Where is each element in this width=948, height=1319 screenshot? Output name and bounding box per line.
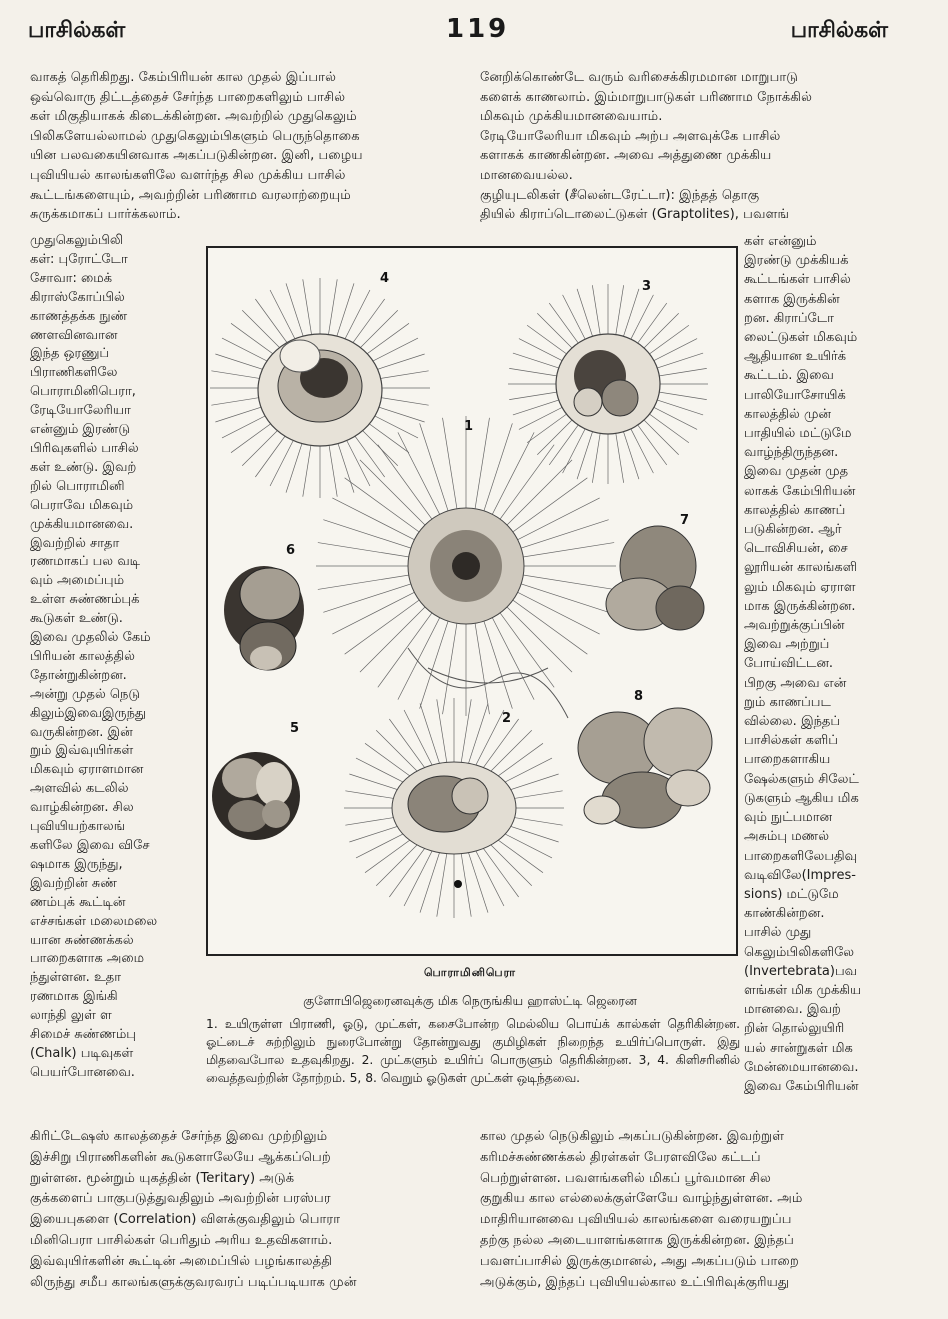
specimen-8-shell [578, 708, 712, 828]
text-line: தியில் கிராப்டொலைட்டுகள் (Graptolites), பவளங் [480, 207, 790, 223]
specimen-7-shell [606, 526, 704, 630]
figure-label-4: 4 [380, 271, 390, 286]
figure-label-3: 3 [642, 279, 652, 294]
text-line: லைட்டுகள் மிகவும் [744, 330, 858, 346]
text-line: பாசில்கள் களிப் [744, 733, 838, 749]
text-line: யல் சான்றுகள் மிக [744, 1040, 853, 1056]
text-line: சுருக்கமாகப் பார்க்கலாம். [30, 207, 181, 223]
specimen-4-shell [258, 334, 382, 446]
text-line: மானவை. இவற் [744, 1002, 841, 1018]
text-line: இவை அற்றுப் [744, 637, 830, 653]
text-line: இரண்டு முக்கியக் [744, 253, 849, 269]
text-line: முக்கியமானவை. [30, 516, 134, 532]
specimen-1-radial [408, 508, 568, 718]
text-block-bottom-left [30, 1127, 462, 1293]
text-line: றின் தொல்லுயிரி [744, 1021, 845, 1037]
text-line: பிரிவுகளில் பாசில் [30, 440, 139, 456]
running-head-right: பாசில்கள் [790, 18, 888, 43]
left-narrow-column [30, 232, 198, 1083]
text-line: லூரியன் காலங்களி [744, 560, 858, 576]
text-line: றன. கிராப்டோ [744, 310, 834, 326]
text-line: பவளப்பாசில் இருக்குமானல், அது அகப்படும் பாறை [480, 1253, 799, 1269]
text-line: பிராணிகளிலே [30, 365, 118, 381]
text-line: லாகக் கேம்பிரியன் [744, 483, 856, 499]
text-line: கால முதல் நெடுகிலும் அகப்படுகின்றன. இவற்றுள் [480, 1129, 785, 1144]
text-line: பாசில் முது [744, 925, 812, 941]
text-line: ரேடியோலேரியா மிகவும் அற்ப அளவுக்கே பாசில் [480, 128, 781, 144]
text-line: புவியியற்காலங் [30, 819, 126, 835]
text-line: கூடுகள் உண்டு. [30, 611, 123, 627]
text-line: றுள்ளன. மூன்றும் யுகத்தின் (Teritary) அடுக் [30, 1170, 295, 1186]
text-line: களாக இருக்கின் [744, 291, 840, 307]
text-line: களாகக் காணகின்றன. அவை அத்துணை முக்கிய [480, 148, 772, 164]
text-line: கள் மிகுதியாகக் கிடைக்கின்றன. அவற்றில் முதுகெலும் [30, 109, 357, 125]
text-line: வருகின்றன. இன் [30, 724, 133, 740]
text-line: மாக இருக்கின்றன. [744, 598, 856, 614]
figure-label-5: 5 [290, 721, 300, 736]
text-line: மேன்மையானவை. [744, 1059, 859, 1075]
text-line: இவை கேம்பிரியன் [744, 1078, 859, 1094]
text-line: இவை முதன் முத [744, 464, 849, 480]
figure-label-8: 8 [634, 689, 644, 704]
text-line: ந்துள்ளன. உதா [30, 970, 121, 986]
text-line: இவற்றின் சுண் [30, 875, 117, 891]
text-line: என்னும் இரண்டு [30, 422, 130, 438]
text-line: தோன்றுகின்றன. [30, 667, 127, 683]
text-line: எச்சங்கள் மலைமலை [30, 913, 158, 929]
text-block-top-right [480, 68, 894, 225]
text-block-top-left [30, 68, 462, 225]
text-line: பிறகு அவை என் [744, 675, 847, 691]
page-number: 119 [446, 14, 510, 44]
text-line: கள்: புரோட்டோ [30, 251, 128, 267]
foraminifera-plate [206, 246, 738, 956]
specimen-3-shell [556, 334, 660, 434]
text-line: யான சுண்ணக்கல் [30, 932, 134, 948]
text-line: கூட்டம். இவை [744, 368, 834, 384]
specimen-5-shell [212, 752, 300, 840]
text-line: பாறைகளாக அமை [30, 951, 145, 967]
text-block-bottom-right [480, 1127, 894, 1293]
text-line: ஷேல்களும் சிலேட் [744, 771, 859, 787]
text-line: ளங்கள் மிக முக்கிய [744, 982, 862, 998]
text-line: லாந்தி லுள் ள [30, 1008, 112, 1024]
text-line: பாறைகளாகிய [744, 752, 831, 768]
figure-caption-body: 1. உயிருள்ள பிராணி, ஓடு, முட்கள், கசைபோன்ற மெல்லிய பொய்க் கால்கள் தெரிகின்றன. ஓட்டைச் சுற்றிலும் நுரைபோன்று தோன்றுவது குமிழிகள் நிறைந்த உயிர்ப்பொருள். இது மிதவைபோல உதவுகிறது. 2. முட்களும் உயிர்ப் பொருளும் தெரிகின்றன. 3, 4. கிளிசரினில் வைத்தவற்றின் தோற்றம். 5, 8. வெறும் ஓடுகள் முட்கள் ஒடிந்தவை. [206, 1017, 740, 1085]
figure-label-6: 6 [286, 543, 296, 558]
text-line: லும் மிகவும் ஏராள [744, 579, 856, 595]
text-line: கிலும்இவைஇருந்து [30, 705, 147, 721]
text-line: வாழ்ந்திருந்தன. [744, 445, 839, 461]
text-line: அன்று முதல் நெடு [30, 686, 140, 702]
text-line: ஆதியான உயிர்க் [744, 349, 847, 365]
figure-label-2: 2 [502, 711, 512, 726]
right-narrow-column [744, 232, 894, 1096]
text-line: முதுகெலும்பிலி [30, 233, 124, 248]
text-line: sions) மட்டுமே [744, 886, 839, 902]
text-line: காண்கின்றன. [744, 906, 825, 922]
text-line: குழியுடலிகள் (சீலென்டரேட்டா): இந்தத் தொகு [480, 187, 760, 203]
text-line: பிரியன் காலத்தில் [30, 648, 135, 664]
text-line: வும் அமைப்பும் [30, 573, 125, 589]
text-line: அசும்பு மணல் [744, 829, 829, 845]
text-line: இயைபுகளை (Correlation) விளக்குவதிலும் பொரா [30, 1212, 341, 1228]
text-line: லிருந்து சமீப காலங்களுக்குவரவரப் படிப்படியாக முன் [30, 1274, 357, 1290]
text-line: ஒவ்வொரு திட்டத்தைச் சேர்ந்த பாறைகளிலும் பாசில் [30, 89, 346, 105]
text-line: மினிபெரா பாசில்கள் பெரிதும் அரிய உதவிகளாம். [30, 1232, 333, 1248]
text-line: இவ்வுயிர்களின் கூட்டின் அமைப்பில் பழங்காலத்தி [30, 1253, 333, 1269]
text-line: பாறைகளிலேபதிவு [744, 848, 858, 864]
text-line: பிலிகளேயல்லாமல் முதுகெலும்பிகளும் பெருந்தொகை [30, 128, 360, 144]
text-line: னேறிக்கொண்டே வரும் வரிசைக்கிரமமான மாறுபாடு [480, 70, 799, 85]
text-line: கள் என்னும் [744, 234, 817, 249]
text-line: உள்ள சுண்ணம்புக் [30, 592, 140, 608]
text-line: பெயர்போனவை. [30, 1064, 135, 1080]
text-line: றும் காணப்பட [744, 694, 831, 710]
text-line: கிராஸ்கோப்பில் [30, 289, 125, 305]
text-line: றும் இவ்வுயிர்கள் [30, 743, 134, 759]
text-line: காலத்தில் முன் [744, 406, 831, 422]
text-line: கிரிட்டேஷஸ் காலத்தைச் சேர்ந்த இவை முற்றிலும் [30, 1129, 328, 1144]
figure-caption-title: பொராமினிபெரா [423, 966, 517, 979]
text-line: களிலே இவை விசே [30, 838, 150, 853]
text-line: இச்சிறு பிராணிகளின் கூடுகளாலேயே ஆக்கப்பெற் [30, 1149, 331, 1165]
text-line: போய்விட்டன. [744, 656, 834, 672]
text-line: வடிவிலே(Impres- [744, 867, 856, 883]
text-line: கள் உண்டு. இவற் [30, 459, 137, 475]
text-line: மிகவும் முக்கியமானவையாம். [480, 109, 663, 125]
text-line: பெற்றுள்ளன. பவளங்களில் மிகப் பூர்வமான சில [480, 1170, 771, 1186]
text-line: மானவையல்ல. [480, 167, 573, 183]
text-line: பெராவே மிகவும் [30, 497, 134, 513]
text-line: சிமைச் சுண்ணம்பு [30, 1027, 136, 1043]
text-line: வாகத் தெரிகிறது. கேம்பிரியன் கால முதல் இப்பால் [30, 70, 337, 85]
text-line: மாதிரியானவை புவியியல் காலங்களை வரையறுப்ப [480, 1212, 792, 1228]
text-line: படுகின்றன. ஆர் [744, 522, 842, 538]
text-line: யின பலவகையினவாக அகப்படுகின்றன. இனி, பழைய [30, 148, 363, 164]
text-line: மிகவும் ஏராளமான [30, 762, 144, 778]
text-line: ஷமாக இருந்து, [30, 856, 123, 872]
running-head-left: பாசில்கள் [28, 18, 126, 43]
text-line: இந்த ஒரணுப் [30, 346, 110, 362]
text-line: பாலியோசோயிக் [744, 387, 846, 403]
text-line: (Chalk) படிவுகள் [30, 1045, 134, 1061]
text-line: ரேடியோலேரியா [30, 403, 131, 419]
text-line: தற்கு நல்ல அடையாளங்களாக இருக்கின்றன. இந்தப் [480, 1232, 794, 1248]
text-line: புவியியல் காலங்களிலே வளர்ந்த சில முக்கிய பாசில் [30, 167, 346, 183]
text-line: பாதியில் மட்டுமே [744, 426, 852, 442]
text-line: அவற்றுக்குப்பின் [744, 618, 845, 634]
text-line: குறுகிய கால எல்லைக்குள்ளேயே வாழ்ந்துள்ளன. அம் [480, 1191, 803, 1207]
text-line: காணத்தக்க நுண் [30, 308, 128, 324]
text-line: வாழ்கின்றன. சில [30, 800, 134, 816]
specimen-6-shell [224, 566, 304, 670]
text-line: கூட்டங்கள் பாசில் [744, 272, 851, 288]
figure-label-1: 1 [464, 419, 474, 434]
text-line: சோவா: மைக் [30, 270, 113, 286]
text-line: (Invertebrata)பவ [744, 963, 858, 979]
text-line: இவை முதலில் கேம் [30, 630, 151, 646]
text-line: ணம்புக் கூட்டின் [30, 894, 126, 910]
text-line: ரணமாகப் பல வடி [30, 554, 141, 570]
text-line: டுகளும் ஆகிய மிக [744, 790, 859, 806]
text-line: கூட்டங்களையும், அவற்றின் பரிணாம வரலாற்றையும் [30, 187, 351, 203]
text-line: காலத்தில் காணப் [744, 502, 846, 518]
figure-caption-subtitle: குளோபிஜெரைனவுக்கு மிக நெருங்கிய ஹாஸ்ட்டி ஜெரைன [303, 993, 637, 1008]
text-line: கெலும்பிலிகளிலே [744, 944, 855, 960]
text-line: றில் பொராமினி [30, 478, 125, 494]
text-line: இவற்றில் சாதா [30, 535, 120, 551]
text-line: வும் நுட்பமான [744, 810, 833, 826]
text-line: களைக் காணலாம். இம்மாறுபாடுகள் பரிணாம நோக்கில் [480, 89, 813, 105]
text-line: குக்களைப் பாகுபடுத்துவதிலும் அவற்றின் பரஸ்பர [30, 1191, 331, 1207]
text-line: ரணமாக இங்கி [30, 989, 118, 1005]
text-line: ணளவினவான [30, 327, 118, 343]
text-line: அடுக்கும், இந்தப் புவியியல்கால உட்பிரிவுக்குரியது [480, 1274, 790, 1290]
text-line: பொராமினிபெரா, [30, 384, 136, 400]
text-line: டொவிசியன், சை [744, 541, 848, 557]
foraminifera-illustration [208, 248, 736, 954]
text-line: அளவில் கடலில் [30, 781, 129, 797]
text-line: வில்லை. இந்தப் [744, 714, 841, 730]
text-line: கரிமச்சுண்ணக்கல் திரள்கள் பேரளவிலே கட்டப் [480, 1149, 761, 1165]
figure-label-7: 7 [680, 513, 690, 528]
